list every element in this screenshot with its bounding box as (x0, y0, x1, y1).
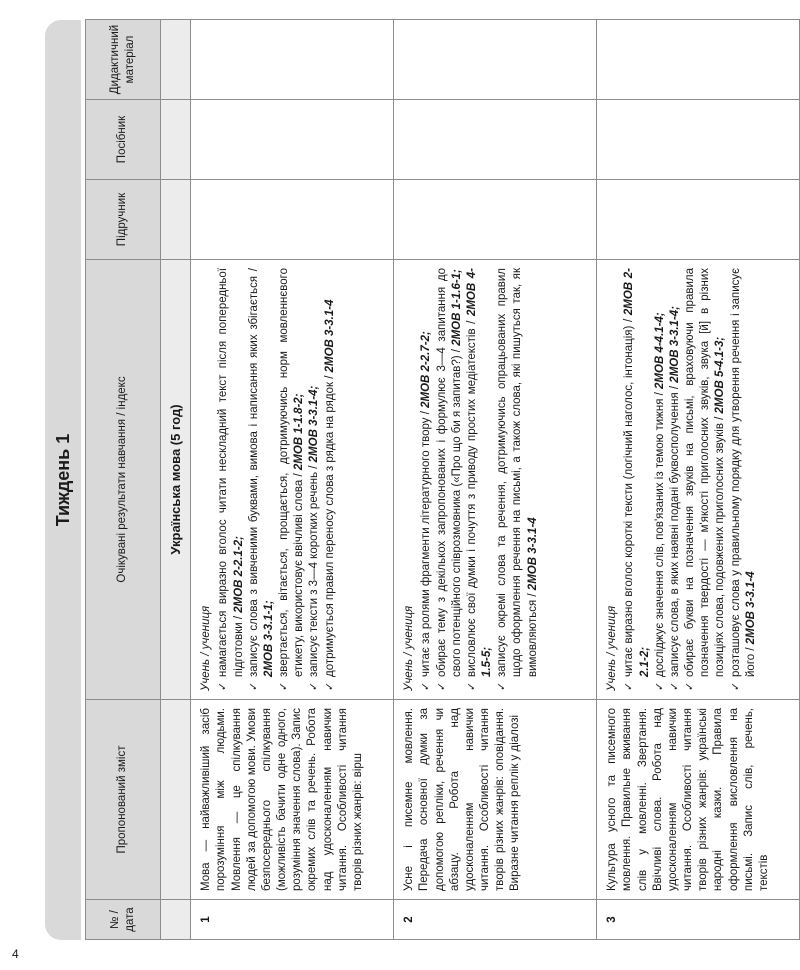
lesson-content: Культура усного та писемного мовлення. Правильне вживання слів у мовленні. Звертання. Ввічливі слова. Робота над удосконаленням навички читання. Особливості читання творів різних жанрів: українські народні казки. Правила оформлення висловлення на письмі. Запис слів, речень, текстів (597, 700, 800, 900)
outcome-item: ✓ записує тексти з 3—4 коротких речень / 2МОВ 3-3.1-4; (307, 268, 322, 691)
lesson-number: 3 (597, 900, 800, 940)
lesson-outcomes (597, 260, 800, 700)
subject-title: Українська мова (5 год) (161, 260, 191, 700)
outcome-item: ✓ обирає букви на позначення звуків на письмі, враховуючи правила позначення твердості — м'якості приголосних звуків, звука [й] в різних позиціях слова, подовжених приголосних звуків / 2МОВ 5-4.1-3; (683, 268, 729, 691)
didactic-cell (394, 20, 597, 100)
outcome-index: 2МОВ 3-3.1-4 (526, 517, 539, 591)
outcome-item: ✓ висловлює свої думки і почуття з приводу простих медіатекстів / 2МОВ 4-1.5-5; (465, 268, 495, 691)
header-textbook: Підручник (86, 180, 161, 260)
outcome-list (419, 268, 540, 691)
outcome-index: 2МОВ 3-3.1-4 (744, 571, 757, 645)
subject-row (161, 20, 191, 940)
lesson-number: 2 (394, 900, 597, 940)
outcome-index: 2МОВ 1-1.6-1; (450, 269, 463, 346)
outcome-index: 2МОВ 1-1.8-2; (293, 393, 306, 471)
manual-cell (597, 100, 800, 180)
outcome-item: ✓ читає виразно вголос короткі тексти (логічний наголос, інтонація) / 2МОВ 2-2.1-2; (622, 268, 652, 691)
outcome-item: ✓ звертається, вітається, прощається, дотримуючись норм мовленнєвого етикету, використовує ввічливі слова / 2МОВ 1-1.8-2; (277, 268, 307, 691)
lesson-outcomes (191, 260, 394, 700)
lesson-content: Усне і писемне мовлення. Передача основної думки за допомогою репліки, речення чи абзацу. Робота над удосконаленням навички читання. Особливості читання творів різних жанрів: оповідання. Виразне читання реплік у діалозі (394, 700, 597, 900)
outcome-index: 2МОВ 3-3.1-4 (323, 299, 336, 373)
lesson-plan-table (85, 19, 800, 940)
lesson-outcomes (394, 260, 597, 700)
page-title: Тиждень 1 (45, 20, 81, 940)
outcome-item: ✓ розташовує слова у правильному порядку для утворення речення і записує його / 2МОВ 3-3.1-4 (729, 268, 759, 691)
learner-label: Учень / учениця (200, 605, 213, 691)
outcome-item: ✓ намагається виразно вголос читати нескладний текст після попередньої підготовки / 2МОВ 2-2.1-2; (216, 268, 246, 691)
outcome-index: 2МОВ 4-1.5-5; (465, 268, 494, 677)
lesson-content: Мова — найважливіший засіб порозуміння між людьми. Мовлення — це спілкування людей за допомогою мови. Умови безпосереднього спілкування (можливість бачити одне одного, розуміння значення слова). Запис окремих слів та речень. Робота над удосконаленням навички читання. Особливості читання творів різних жанрів: вірш (191, 700, 394, 900)
outcome-index: 2МОВ 5-4.1-3; (714, 336, 727, 414)
header-num-date: № / дата (86, 900, 161, 940)
textbook-cell (597, 180, 800, 260)
header-outcomes: Очікувані результати навчання / індекс (86, 260, 161, 700)
rotated-page-content (45, 20, 770, 940)
outcome-index: 2МОВ 4-4.1-4; (653, 312, 666, 389)
table-row (191, 20, 394, 940)
outcome-item: ✓ досліджує значення слів, пов'язаних із темою тижня / 2МОВ 4-4.1-4; (653, 268, 668, 691)
outcome-index: 2МОВ 2-2.1-2; (232, 536, 245, 613)
didactic-cell (597, 20, 800, 100)
outcome-list (622, 268, 759, 691)
manual-cell (191, 100, 394, 180)
header-content: Пропонований зміст (86, 700, 161, 900)
outcome-item: ✓ обирає тему з декількох запропонованих і формулює 3—4 запитання до свого потенційного співрозмовника («Про що би я запитав?) / 2МОВ 1-1.6-1; (435, 268, 465, 691)
textbook-cell (394, 180, 597, 260)
outcome-index: 2МОВ 2-2.1-2; (623, 268, 651, 677)
outcome-item: ✓ дотримується правил переносу слова з рядка на рядок / 2МОВ 3-3.1-4 (323, 268, 338, 691)
manual-cell (394, 100, 597, 180)
header-didactic: Дидактичний матеріал (86, 20, 161, 100)
textbook-cell (191, 180, 394, 260)
outcome-item: ✓ записує слова, в яких наявні подані буквосполучення / 2МОВ 3-3.1-4; (668, 268, 683, 691)
table-row (394, 20, 597, 940)
learner-label: Учень / учениця (606, 605, 619, 691)
outcome-list (216, 268, 337, 691)
page-number: 4 (12, 947, 19, 961)
outcome-item: ✓ записує слова з вивченими буквами, вимова і написання яких збігається / 2МОВ 3-3.1-1; (247, 268, 277, 691)
outcome-item: ✓ читає за ролями фрагменти літературного твору / 2МОВ 2-2.7-2; (419, 268, 434, 691)
outcome-index: 2МОВ 3-3.1-4; (308, 385, 321, 463)
outcome-index: 2МОВ 3-3.1-1; (262, 600, 275, 677)
table-header-row (86, 20, 161, 940)
header-manual: Посібник (86, 100, 161, 180)
didactic-cell (191, 20, 394, 100)
outcome-index: 2МОВ 2-2.7-2; (420, 331, 433, 408)
table-row (597, 20, 800, 940)
learner-label: Учень / учениця (403, 605, 416, 691)
outcome-index: 2МОВ 3-3.1-4; (668, 306, 681, 383)
outcome-item: ✓ записує окремі слова та речення, дотримуючись опрацьованих правил щодо оформлення речення на письмі, а також слова, які пишуться так, як вимовляються / 2МОВ 3-3.1-4 (495, 268, 541, 691)
lesson-number: 1 (191, 900, 394, 940)
